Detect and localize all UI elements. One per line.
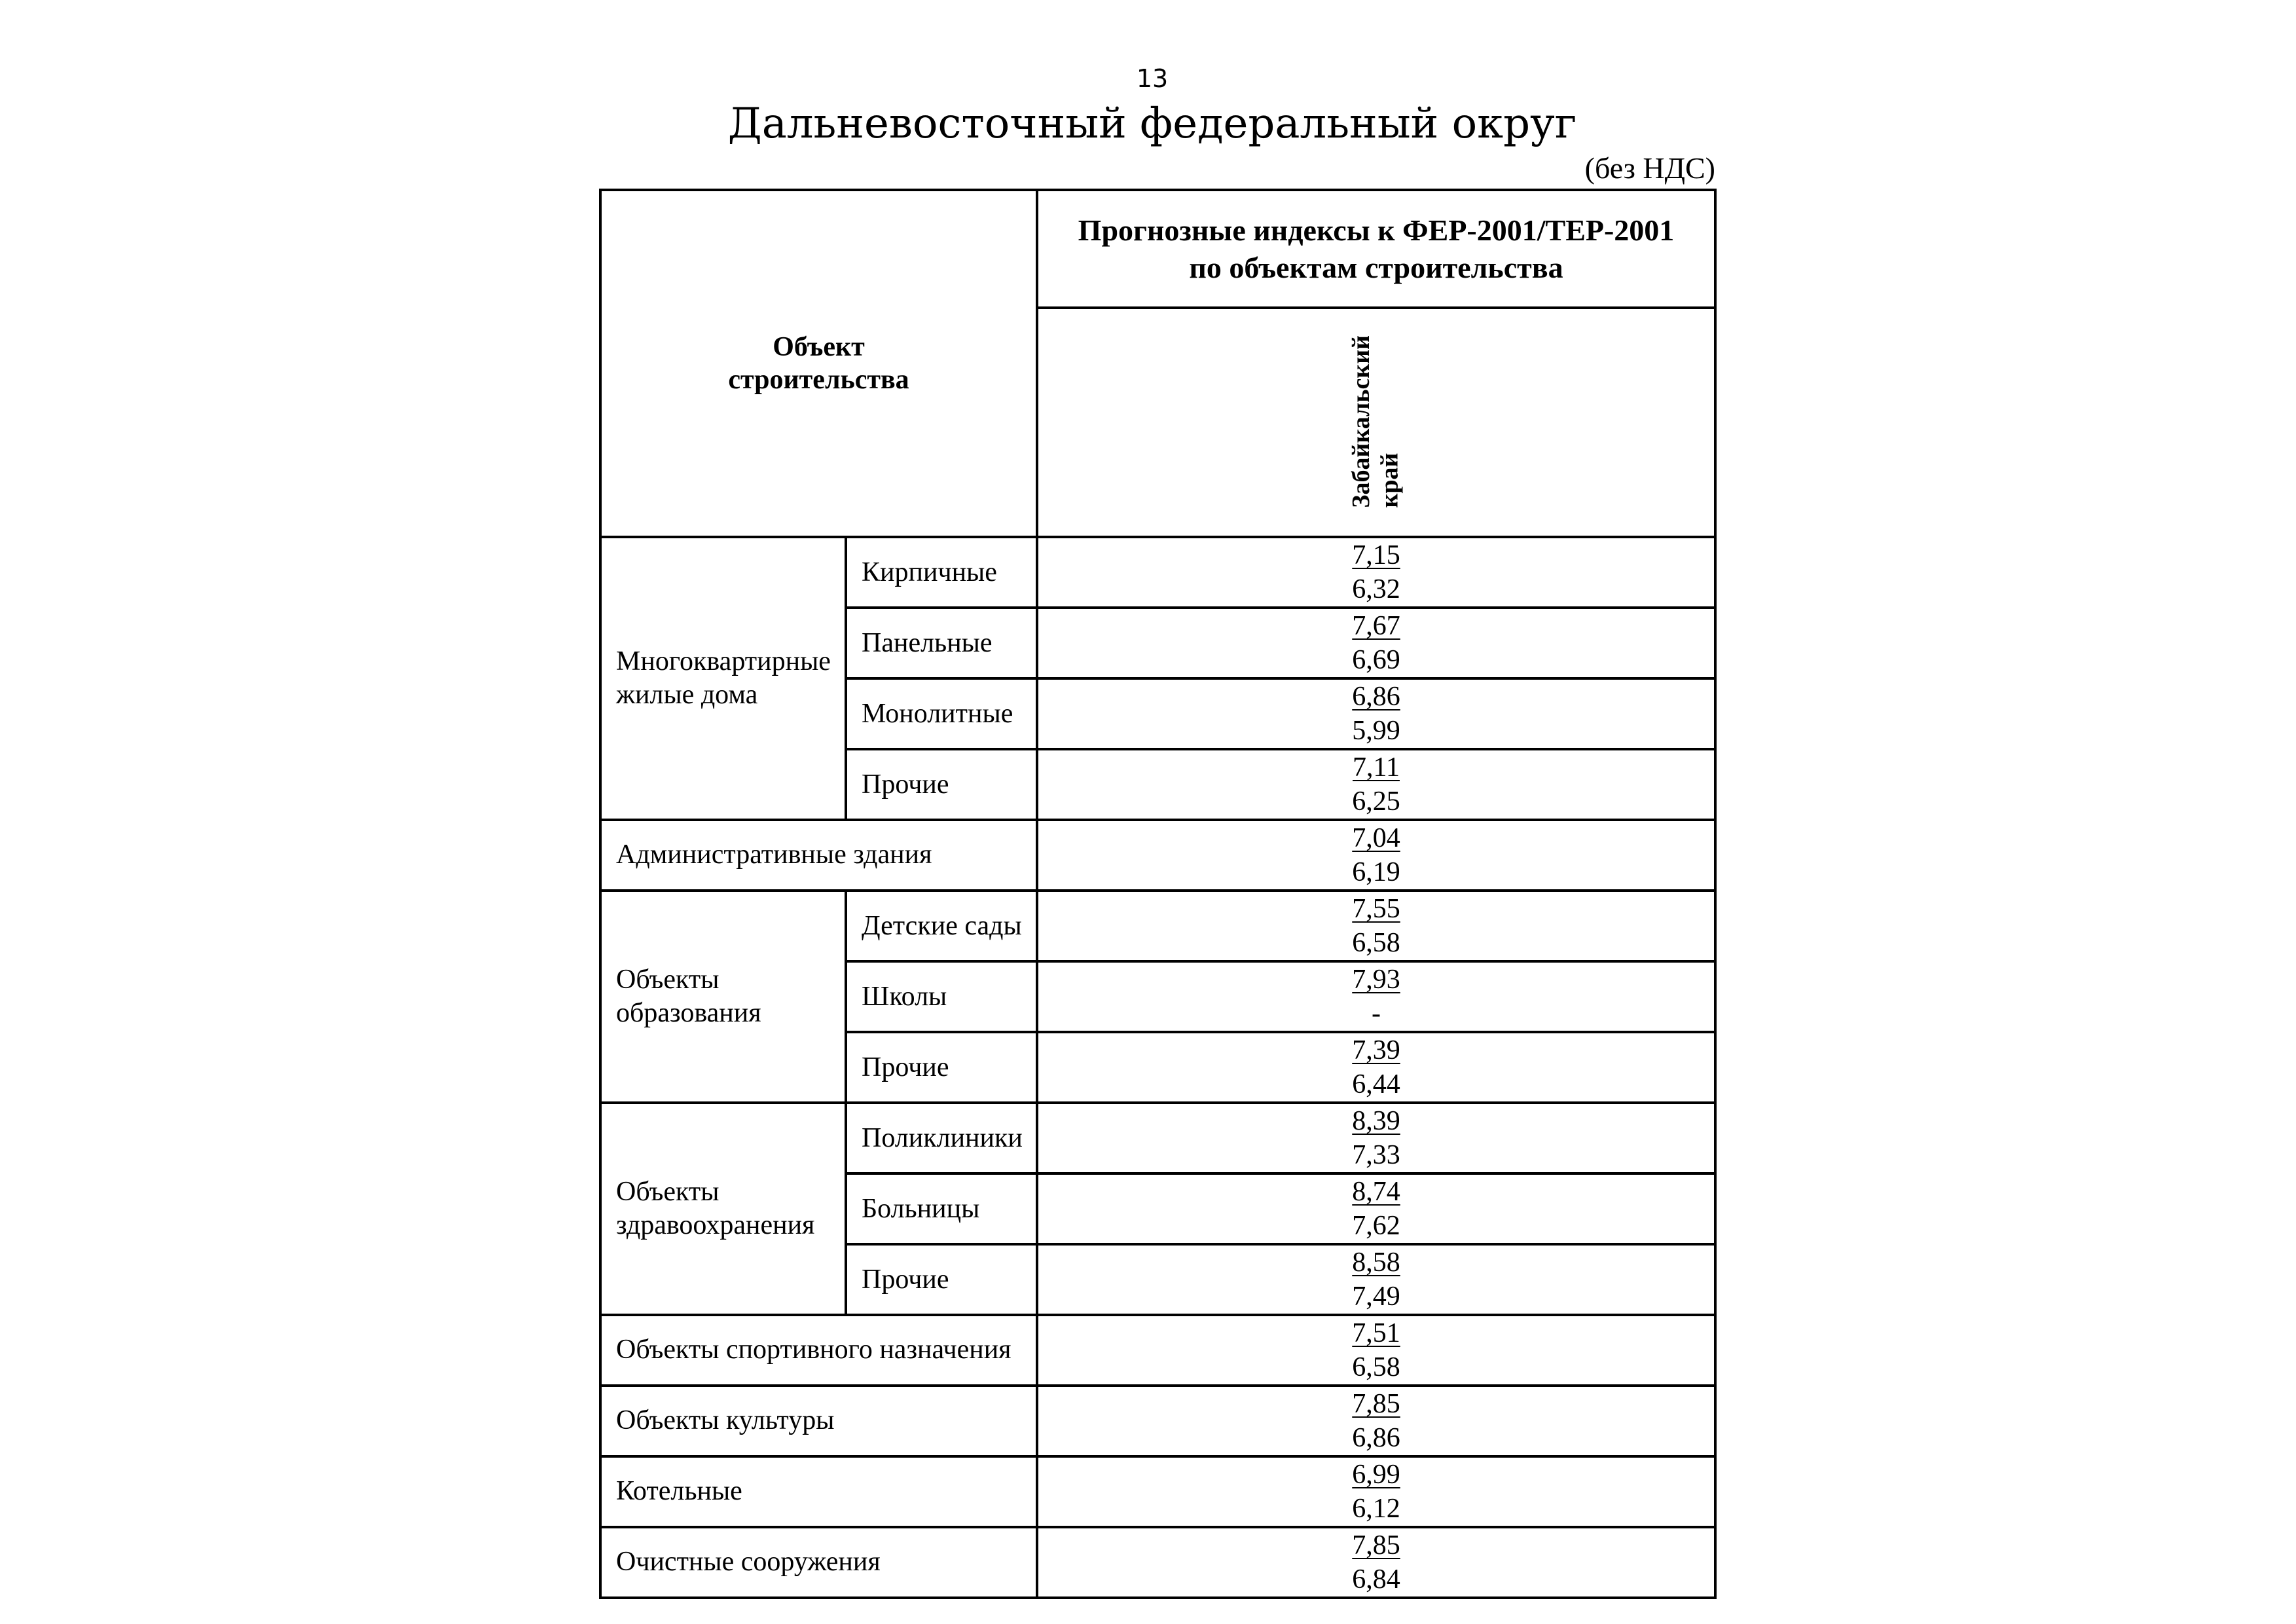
index-value-cell bbox=[1037, 678, 1715, 749]
index-value-top: 7,55 bbox=[1352, 894, 1400, 924]
index-value-bottom: 6,69 bbox=[1352, 645, 1400, 675]
table-row bbox=[600, 1315, 1715, 1386]
header-row-1 bbox=[600, 190, 1715, 308]
index-value-top-line bbox=[1038, 1528, 1714, 1562]
index-value-top-line bbox=[1038, 1246, 1714, 1280]
index-value-top-line bbox=[1038, 1387, 1714, 1421]
index-value-top: 8,39 bbox=[1352, 1106, 1400, 1136]
subcategory-cell: Кирпичные bbox=[846, 537, 1037, 608]
index-value-cell bbox=[1037, 537, 1715, 608]
index-value-top-line bbox=[1038, 538, 1714, 572]
table-row bbox=[600, 1456, 1715, 1527]
index-value-top-line bbox=[1038, 1104, 1714, 1138]
table-row bbox=[600, 1527, 1715, 1598]
subcategory-cell: Прочие bbox=[846, 749, 1037, 820]
subcategory-cell: Детские сады bbox=[846, 891, 1037, 961]
index-value-top: 7,04 bbox=[1352, 823, 1400, 853]
index-value-top: 6,99 bbox=[1352, 1460, 1400, 1490]
index-value-top-line bbox=[1038, 821, 1714, 855]
category-cell: Объекты здравоохранения bbox=[600, 1103, 846, 1315]
index-value-bottom: 7,49 bbox=[1352, 1282, 1400, 1312]
table-row bbox=[600, 891, 1715, 961]
index-value-cell bbox=[1037, 891, 1715, 961]
index-value-top-line bbox=[1038, 1033, 1714, 1067]
index-value-cell bbox=[1037, 749, 1715, 820]
index-value-cell bbox=[1037, 1386, 1715, 1456]
index-value-cell bbox=[1037, 608, 1715, 678]
table-row bbox=[600, 1103, 1715, 1173]
subcategory-cell: Прочие bbox=[846, 1244, 1037, 1315]
category-cell: Административные здания bbox=[600, 820, 1037, 891]
index-value-top: 7,39 bbox=[1352, 1035, 1400, 1065]
subcategory-cell: Больницы bbox=[846, 1173, 1037, 1244]
page-number: 13 bbox=[1136, 64, 1169, 93]
index-value-cell bbox=[1037, 1456, 1715, 1527]
subcategory-cell: Панельные bbox=[846, 608, 1037, 678]
index-value-top: 8,74 bbox=[1352, 1177, 1400, 1207]
index-value-top-line bbox=[1038, 750, 1714, 784]
subcategory-cell: Прочие bbox=[846, 1032, 1037, 1103]
index-value-cell bbox=[1037, 1103, 1715, 1173]
index-value-bottom: 6,86 bbox=[1352, 1423, 1400, 1453]
index-value-top-line bbox=[1038, 1316, 1714, 1350]
index-value-top-line bbox=[1038, 963, 1714, 997]
header-region bbox=[1037, 308, 1715, 537]
index-value-top: 7,67 bbox=[1352, 611, 1400, 641]
category-cell: Объекты культуры bbox=[600, 1386, 1037, 1456]
index-value-top: 7,11 bbox=[1353, 752, 1400, 783]
index-value-bottom: 6,19 bbox=[1352, 857, 1400, 887]
header-object-label: Объект строительства bbox=[728, 331, 909, 395]
index-value-cell bbox=[1037, 1315, 1715, 1386]
index-value-cell bbox=[1037, 1527, 1715, 1598]
index-value-bottom: 6,84 bbox=[1352, 1564, 1400, 1595]
index-value-bottom: 6,12 bbox=[1352, 1494, 1400, 1524]
table-row bbox=[600, 1386, 1715, 1456]
index-value-cell bbox=[1037, 1032, 1715, 1103]
index-value-bottom: 6,32 bbox=[1352, 574, 1400, 604]
index-table-body bbox=[600, 190, 1715, 1598]
index-value-bottom: 6,58 bbox=[1352, 928, 1400, 958]
header-region-label: Забайкальский край bbox=[1347, 335, 1404, 508]
subcategory-cell: Школы bbox=[846, 961, 1037, 1032]
index-value-cell bbox=[1037, 1173, 1715, 1244]
index-value-bottom: 6,58 bbox=[1352, 1352, 1400, 1382]
vat-note: (без НДС) bbox=[1584, 151, 1715, 185]
index-value-top-line bbox=[1038, 892, 1714, 926]
index-value-bottom: 6,25 bbox=[1352, 786, 1400, 817]
index-table bbox=[599, 189, 1717, 1599]
category-cell: Очистные сооружения bbox=[600, 1527, 1037, 1598]
index-value-top: 7,85 bbox=[1352, 1389, 1400, 1419]
header-forecast-label: Прогнозные индексы к ФЕР-2001/ТЕР-2001 по объектам строительства bbox=[1078, 213, 1675, 284]
index-value-top: 7,15 bbox=[1352, 540, 1400, 570]
category-cell: Многоквартирные жилые дома bbox=[600, 537, 846, 820]
page-title: Дальневосточный федеральный округ bbox=[727, 100, 1577, 148]
index-value-top: 7,51 bbox=[1352, 1318, 1400, 1348]
index-value-top-line bbox=[1038, 609, 1714, 643]
category-cell: Объекты образования bbox=[600, 891, 846, 1103]
category-cell: Объекты спортивного назначения bbox=[600, 1315, 1037, 1386]
subcategory-cell: Поликлиники bbox=[846, 1103, 1037, 1173]
index-value-top-line bbox=[1038, 1458, 1714, 1492]
index-value-cell bbox=[1037, 961, 1715, 1032]
index-value-cell bbox=[1037, 820, 1715, 891]
index-value-bottom: 7,33 bbox=[1352, 1140, 1400, 1170]
index-value-bottom: 6,44 bbox=[1352, 1069, 1400, 1099]
header-forecast-indices bbox=[1037, 190, 1715, 308]
index-value-top: 7,93 bbox=[1352, 965, 1400, 995]
index-value-top: 6,86 bbox=[1352, 682, 1400, 712]
index-value-top-line bbox=[1038, 1175, 1714, 1209]
index-value-bottom: 5,99 bbox=[1352, 716, 1400, 746]
subcategory-cell: Монолитные bbox=[846, 678, 1037, 749]
index-value-bottom: 7,62 bbox=[1352, 1211, 1400, 1241]
table-row bbox=[600, 537, 1715, 608]
index-value-top-line bbox=[1038, 680, 1714, 714]
index-value-cell bbox=[1037, 1244, 1715, 1315]
category-cell: Котельные bbox=[600, 1456, 1037, 1527]
header-object bbox=[600, 190, 1037, 537]
index-value-top: 7,85 bbox=[1352, 1530, 1400, 1560]
table-row bbox=[600, 820, 1715, 891]
index-value-top: 8,58 bbox=[1352, 1247, 1400, 1278]
index-value-bottom: - bbox=[1372, 999, 1381, 1029]
